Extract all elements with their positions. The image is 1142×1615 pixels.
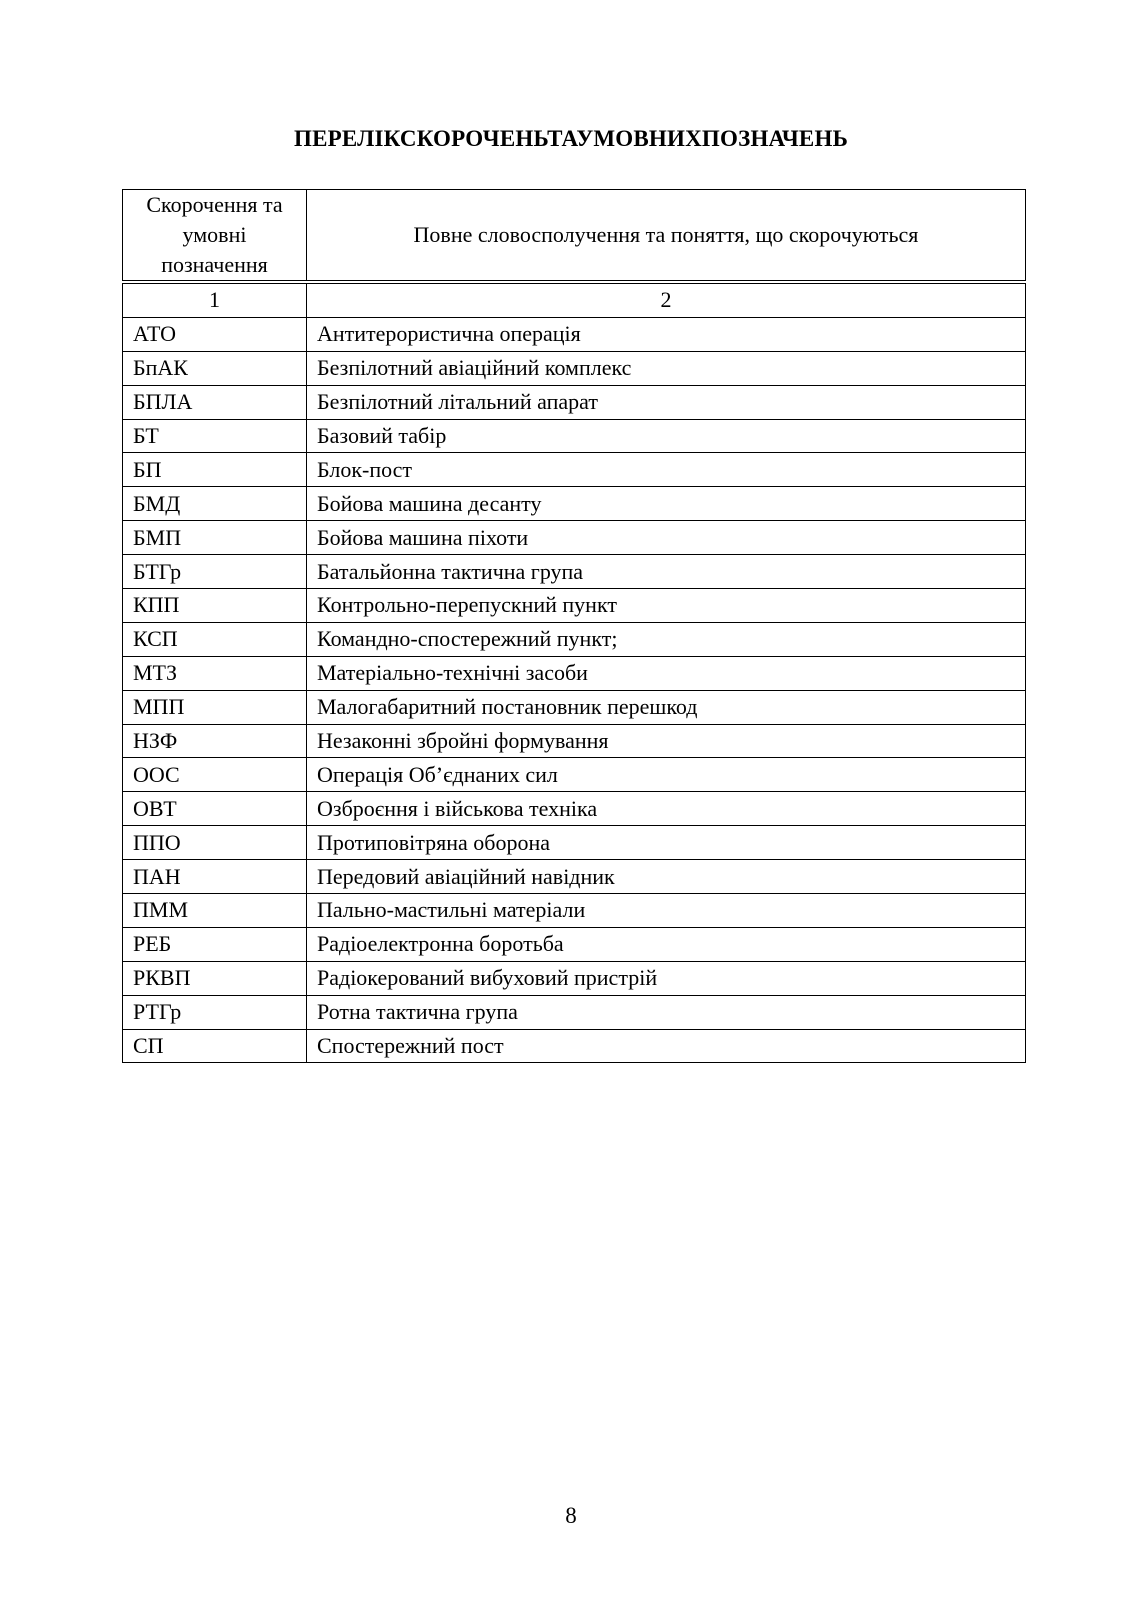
table-row <box>123 961 1026 995</box>
page-title: ПЕРЕЛІКСКОРОЧЕНЬТАУМОВНИХПОЗНАЧЕНЬ <box>294 126 848 151</box>
abbreviation-cell: НЗФ <box>123 724 307 758</box>
full-term-cell: Бойова машина піхоти <box>307 521 1026 555</box>
table-row <box>123 995 1026 1029</box>
table-row <box>123 690 1026 724</box>
column-number-2: 2 <box>307 284 1026 318</box>
abbreviation-cell: РКВП <box>123 961 307 995</box>
abbreviation-cell: КСП <box>123 622 307 656</box>
abbreviation-cell: БпАК <box>123 351 307 385</box>
abbreviations-table <box>122 283 1026 1063</box>
table-row <box>123 1029 1026 1063</box>
full-term-cell: Протиповітряна оборона <box>307 826 1026 860</box>
table-row <box>123 826 1026 860</box>
table-row <box>123 860 1026 894</box>
table-row <box>123 555 1026 589</box>
abbreviation-cell: БПЛА <box>123 385 307 419</box>
abbreviation-cell: ППО <box>123 826 307 860</box>
header-row <box>123 190 1026 281</box>
full-term-cell: Малогабаритний постановник перешкод <box>307 690 1026 724</box>
abbreviation-cell: ПММ <box>123 894 307 928</box>
abbreviation-cell: БТГр <box>123 555 307 589</box>
full-term-cell: Незаконні збройні формування <box>307 724 1026 758</box>
full-term-cell: Безпілотний авіаційний комплекс <box>307 351 1026 385</box>
full-term-cell: Радіокерований вибуховий пристрій <box>307 961 1026 995</box>
table-row <box>123 453 1026 487</box>
table-row <box>123 521 1026 555</box>
abbreviation-cell: БТ <box>123 419 307 453</box>
abbreviation-cell: ОВТ <box>123 792 307 826</box>
abbreviation-cell: КПП <box>123 589 307 623</box>
full-term-cell: Контрольно-перепускний пункт <box>307 589 1026 623</box>
abbreviation-cell: БМД <box>123 487 307 521</box>
abbreviation-cell: АТО <box>123 317 307 351</box>
full-term-cell: Пально-мастильні матеріали <box>307 894 1026 928</box>
table-row <box>123 351 1026 385</box>
table-row <box>123 927 1026 961</box>
full-term-cell: Безпілотний літальний апарат <box>307 385 1026 419</box>
full-term-cell: Операція Об’єднаних сил <box>307 758 1026 792</box>
full-term-cell: Командно-спостережний пункт; <box>307 622 1026 656</box>
full-term-cell: Радіоелектронна боротьба <box>307 927 1026 961</box>
table-row <box>123 758 1026 792</box>
abbreviation-cell: СП <box>123 1029 307 1063</box>
table-row <box>123 487 1026 521</box>
header-abbreviation: Скорочення та умовні позначення <box>123 190 307 281</box>
abbreviation-cell: МПП <box>123 690 307 724</box>
table-row <box>123 792 1026 826</box>
full-term-cell: Бойова машина десанту <box>307 487 1026 521</box>
table-row <box>123 724 1026 758</box>
table-row <box>123 317 1026 351</box>
table-row <box>123 656 1026 690</box>
full-term-cell: Передовий авіаційний навідник <box>307 860 1026 894</box>
table-row <box>123 589 1026 623</box>
full-term-cell: Ротна тактична група <box>307 995 1026 1029</box>
abbreviation-cell: РТГр <box>123 995 307 1029</box>
table-row <box>123 894 1026 928</box>
full-term-cell: Антитерористична операція <box>307 317 1026 351</box>
column-number-1: 1 <box>123 284 307 318</box>
full-term-cell: Спостережний пост <box>307 1029 1026 1063</box>
page-number: 8 <box>565 1503 577 1528</box>
full-term-cell: Озброєння і військова техніка <box>307 792 1026 826</box>
table-row <box>123 419 1026 453</box>
full-term-cell: Батальйонна тактична група <box>307 555 1026 589</box>
abbreviation-cell: МТЗ <box>123 656 307 690</box>
full-term-cell: Матеріально-технічні засоби <box>307 656 1026 690</box>
column-number-row <box>123 284 1026 318</box>
table-row <box>123 385 1026 419</box>
header-full-term: Повне словосполучення та поняття, що скорочуються <box>307 190 1026 281</box>
table-row <box>123 622 1026 656</box>
abbreviation-cell: РЕБ <box>123 927 307 961</box>
abbreviation-cell: ООС <box>123 758 307 792</box>
abbreviation-cell: БП <box>123 453 307 487</box>
full-term-cell: Базовий табір <box>307 419 1026 453</box>
table-header <box>122 189 1026 281</box>
abbreviation-cell: БМП <box>123 521 307 555</box>
abbreviation-cell: ПАН <box>123 860 307 894</box>
full-term-cell: Блок-пост <box>307 453 1026 487</box>
